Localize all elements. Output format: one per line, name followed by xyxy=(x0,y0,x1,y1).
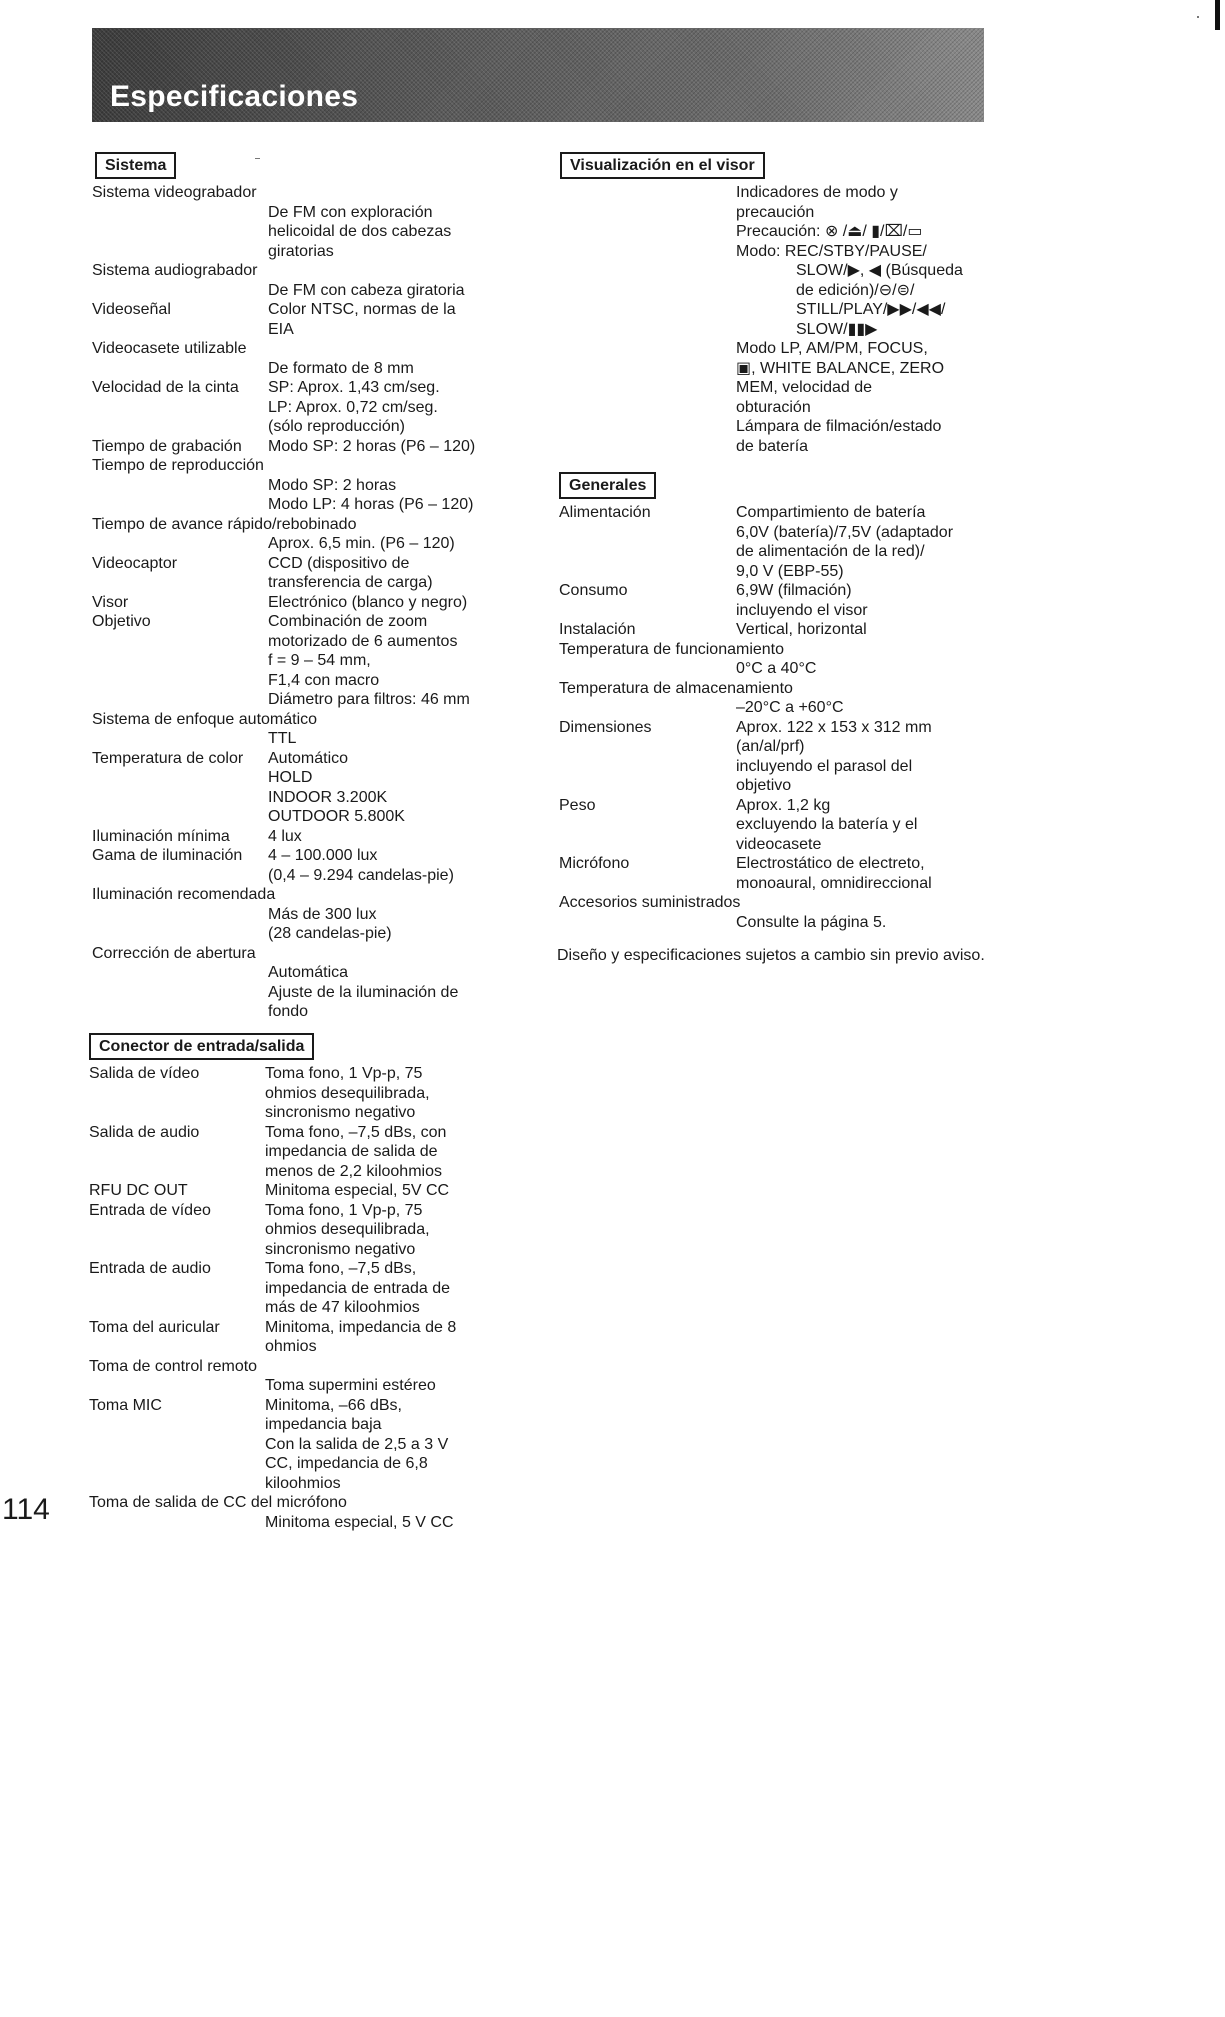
spec-value: Aprox. 1,2 kg xyxy=(736,796,831,814)
spec-label: Salida de audio xyxy=(89,1123,200,1141)
spec-value: fondo xyxy=(268,1003,309,1020)
spec-value: Aprox. 122 x 153 x 312 mm xyxy=(736,718,932,736)
spec-label: Dimensiones xyxy=(559,718,652,736)
spec-value: EIA xyxy=(268,320,294,338)
spec-value: Más de 300 lux xyxy=(268,905,377,923)
section-sistema-heading: Sistema xyxy=(95,152,176,179)
visor-indicator-line: Modo LP, AM/PM, FOCUS, xyxy=(736,340,928,357)
spec-value: (0,4 – 9.294 candelas-pie) xyxy=(268,866,454,884)
visor-indicator-line: Indicadores de modo y xyxy=(736,184,898,201)
spec-value: excluyendo la batería y el xyxy=(736,816,918,833)
spec-label: Consumo xyxy=(559,582,628,599)
spec-value: kiloohmios xyxy=(265,1474,341,1492)
scan-speck xyxy=(255,158,260,159)
scan-speck xyxy=(1197,16,1199,18)
spec-value: Toma fono, 1 Vp-p, 75 xyxy=(265,1201,423,1219)
spec-value: más de 47 kiloohmios xyxy=(265,1299,420,1316)
visor-indicator-line: ▣, WHITE BALANCE, ZERO xyxy=(736,359,945,377)
spec-value: sincronismo negativo xyxy=(265,1104,416,1121)
spec-label: Videoseñal xyxy=(92,301,171,318)
spec-value: Modo SP: 2 horas (P6 – 120) xyxy=(268,437,476,455)
spec-value: Minitoma especial, 5V CC xyxy=(265,1182,450,1199)
visor-indicator-line: precaución xyxy=(736,203,815,221)
spec-value: ohmios desequilibrada, xyxy=(265,1084,430,1102)
section-conector-heading: Conector de entrada/salida xyxy=(89,1033,314,1060)
spec-label: Toma MIC xyxy=(89,1396,162,1414)
spec-label: Videocasete utilizable xyxy=(92,340,247,357)
visor-indicator-line: Precaución: ⊗ /⏏/ ▮/⌧/▭ xyxy=(736,223,923,240)
spec-value: Minitoma, impedancia de 8 xyxy=(265,1318,457,1336)
spec-value: 6,0V (batería)/7,5V (adaptador xyxy=(736,523,954,541)
spec-label: Peso xyxy=(559,796,596,814)
title-bar xyxy=(92,28,984,122)
spec-value: menos de 2,2 kiloohmios xyxy=(265,1162,442,1180)
spec-label: Toma de salida de CC del micrófono xyxy=(89,1494,347,1511)
spec-label: Toma del auricular xyxy=(89,1318,220,1336)
spec-value: incluyendo el parasol del xyxy=(736,757,913,775)
spec-value: OUTDOOR 5.800K xyxy=(268,808,405,825)
spec-value: 0°C a 40°C xyxy=(736,660,817,677)
spec-value: 9,0 V (EBP-55) xyxy=(736,562,844,580)
spec-value: CCD (dispositivo de xyxy=(268,554,410,572)
spec-value: Minitoma, –66 dBs, xyxy=(265,1396,402,1414)
spec-value: (28 candelas-pie) xyxy=(268,925,392,942)
section-visor-heading: Visualización en el visor xyxy=(560,152,765,179)
spec-value: motorizado de 6 aumentos xyxy=(268,632,458,650)
spec-value: Con la salida de 2,5 a 3 V xyxy=(265,1435,449,1453)
spec-value: Toma fono, –7,5 dBs, xyxy=(265,1260,417,1277)
spec-label: Entrada de vídeo xyxy=(89,1201,211,1219)
spec-value: 4 lux xyxy=(268,827,302,845)
spec-value: videocasete xyxy=(736,835,822,853)
spec-value: incluyendo el visor xyxy=(736,601,868,619)
spec-label: Sistema videograbador xyxy=(92,184,257,201)
spec-value: objetivo xyxy=(736,777,792,794)
spec-value: sincronismo negativo xyxy=(265,1240,416,1258)
spec-value: Toma fono, –7,5 dBs, con xyxy=(265,1123,447,1141)
spec-label: Videocaptor xyxy=(92,554,178,572)
spec-value: CC, impedancia de 6,8 xyxy=(265,1455,428,1472)
spec-label: RFU DC OUT xyxy=(89,1182,188,1199)
spec-value: De FM con exploración xyxy=(268,203,433,221)
spec-label: Velocidad de la cinta xyxy=(92,379,239,396)
spec-value: HOLD xyxy=(268,769,313,786)
spec-label: Tiempo de reproducción xyxy=(92,457,264,474)
spec-value: Color NTSC, normas de la xyxy=(268,301,456,318)
spec-label: Visor xyxy=(92,593,129,611)
spec-value: Combinación de zoom xyxy=(268,613,428,630)
spec-value: Automática xyxy=(268,964,349,981)
spec-value: Compartimiento de batería xyxy=(736,504,926,521)
spec-value: 6,9W (filmación) xyxy=(736,582,852,599)
spec-label: Micrófono xyxy=(559,855,630,872)
spec-label: Sistema de enfoque automático xyxy=(92,710,318,728)
visor-indicator-line: STILL/PLAY/▶▶/◀◀/ xyxy=(796,301,946,318)
spec-value: Ajuste de la iluminación de xyxy=(268,983,459,1001)
spec-value: transferencia de carga) xyxy=(268,574,433,591)
spec-value: Consulte la página 5. xyxy=(736,913,887,931)
spec-label: Temperatura de almacenamiento xyxy=(559,679,793,697)
spec-value: helicoidal de dos cabezas xyxy=(268,223,452,240)
spec-label: Salida de vídeo xyxy=(89,1065,200,1082)
spec-value: ohmios xyxy=(265,1338,317,1355)
spec-value: –20°C a +60°C xyxy=(736,699,844,716)
spec-label: Iluminación recomendada xyxy=(92,886,276,903)
spec-label: Toma de control remoto xyxy=(89,1357,258,1375)
spec-label: Corrección de abertura xyxy=(92,944,256,962)
spec-value: impedancia de entrada de xyxy=(265,1279,451,1297)
visor-indicator-line: SLOW/▶, ◀ (Búsqueda xyxy=(796,262,963,279)
spec-label: Instalación xyxy=(559,621,636,638)
spec-label: Entrada de audio xyxy=(89,1260,211,1277)
spec-value: Toma supermini estéreo xyxy=(265,1377,436,1394)
spec-value: Minitoma especial, 5 V CC xyxy=(265,1513,454,1531)
page-number: 114 xyxy=(2,1493,50,1526)
spec-label: Temperatura de funcionamiento xyxy=(559,640,785,658)
edge-mark xyxy=(1215,0,1220,30)
spec-value: SP: Aprox. 1,43 cm/seg. xyxy=(268,379,440,396)
spec-value: de alimentación de la red)/ xyxy=(736,543,925,560)
spec-value: monoaural, omnidireccional xyxy=(736,874,932,892)
spec-value: giratorias xyxy=(268,242,334,260)
spec-label: Objetivo xyxy=(92,613,151,630)
spec-value: LP: Aprox. 0,72 cm/seg. xyxy=(268,398,438,416)
page-title: Especificaciones xyxy=(110,80,359,113)
spec-label: Temperatura de color xyxy=(92,749,244,767)
visor-indicator-line: de batería xyxy=(736,437,809,455)
spec-value: F1,4 con macro xyxy=(268,671,380,689)
spec-label: Tiempo de avance rápido/rebobinado xyxy=(92,515,357,533)
spec-value: Automático xyxy=(268,749,349,767)
visor-indicator-line: SLOW/▮▮▶ xyxy=(796,320,878,338)
spec-value: De FM con cabeza giratoria xyxy=(268,281,465,299)
spec-label: Tiempo de grabación xyxy=(92,437,242,455)
spec-value: Diámetro para filtros: 46 mm xyxy=(268,691,470,708)
spec-value: Vertical, horizontal xyxy=(736,621,867,638)
spec-value: 4 – 100.000 lux xyxy=(268,847,378,864)
spec-value: (an/al/prf) xyxy=(736,738,805,755)
spec-label: Gama de iluminación xyxy=(92,847,243,864)
spec-value: De formato de 8 mm xyxy=(268,359,414,377)
spec-value: INDOOR 3.200K xyxy=(268,788,388,806)
visor-indicator-line: Modo: REC/STBY/PAUSE/ xyxy=(736,242,927,260)
spec-value: Toma fono, 1 Vp-p, 75 xyxy=(265,1065,423,1082)
spec-label: Sistema audiograbador xyxy=(92,262,258,279)
spec-value: Electrónico (blanco y negro) xyxy=(268,593,468,611)
spec-value: Modo LP: 4 horas (P6 – 120) xyxy=(268,496,474,513)
spec-label: Alimentación xyxy=(559,504,651,521)
spec-value: ohmios desequilibrada, xyxy=(265,1221,430,1238)
spec-value: impedancia de salida de xyxy=(265,1143,438,1160)
visor-indicator-line: de edición)/⊖/⊜/ xyxy=(796,281,915,299)
spec-value: Modo SP: 2 horas xyxy=(268,476,397,494)
spec-value: Electrostático de electreto, xyxy=(736,855,925,872)
spec-value: (sólo reproducción) xyxy=(268,418,405,435)
spec-value: Aprox. 6,5 min. (P6 – 120) xyxy=(268,535,455,552)
spec-value: f = 9 – 54 mm, xyxy=(268,652,371,669)
spec-label: Accesorios suministrados xyxy=(559,894,741,911)
disclaimer-note: Diseño y especificaciones sujetos a cambio sin previo aviso. xyxy=(557,947,985,964)
visor-indicator-line: obturación xyxy=(736,398,811,416)
spec-value: TTL xyxy=(268,730,297,747)
visor-indicator-line: MEM, velocidad de xyxy=(736,379,873,396)
spec-label: Iluminación mínima xyxy=(92,827,230,845)
visor-indicator-line: Lámpara de filmación/estado xyxy=(736,418,942,435)
section-generales-heading: Generales xyxy=(559,472,656,499)
spec-value: impedancia baja xyxy=(265,1416,382,1433)
